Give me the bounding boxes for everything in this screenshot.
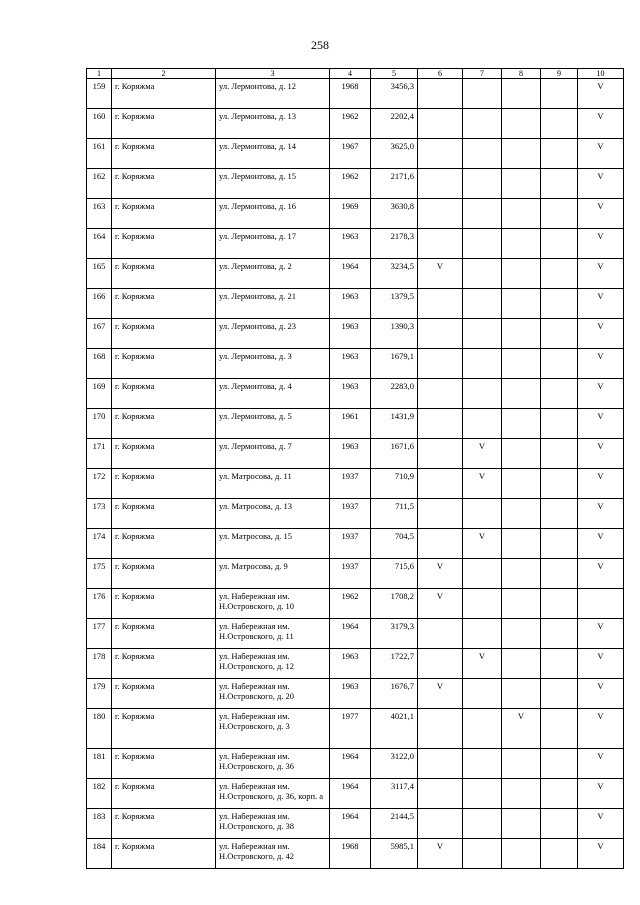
table-row [87,319,624,349]
row-number: 180 [87,709,112,749]
year-built-cell: 1937 [330,499,371,529]
mark-cell-col10: V [578,559,624,589]
area-cell: 1390,3 [371,319,418,349]
city-cell: г. Коряжма [112,619,216,649]
address-cell: ул. Набережная им. Н.Островского, д. 42 [216,839,330,869]
mark-cell-col8 [502,259,541,289]
mark-cell-col8 [502,139,541,169]
year-built-cell: 1962 [330,169,371,199]
mark-cell-col7 [463,169,502,199]
address-cell: ул. Лермонтова, д. 3 [216,349,330,379]
mark-cell-col9 [541,529,578,559]
address-cell: ул. Набережная им. Н.Островского, д. 10 [216,589,330,619]
mark-cell-col7 [463,839,502,869]
row-number: 168 [87,349,112,379]
area-cell: 1379,5 [371,289,418,319]
year-built-cell: 1937 [330,469,371,499]
year-built-cell: 1963 [330,439,371,469]
mark-cell-col10: V [578,229,624,259]
row-number: 166 [87,289,112,319]
mark-cell-col8 [502,649,541,679]
table-row [87,79,624,109]
mark-cell-col6 [418,749,463,779]
mark-cell-col7 [463,409,502,439]
mark-cell-col8: V [502,709,541,749]
mark-cell-col10: V [578,139,624,169]
city-cell: г. Коряжма [112,469,216,499]
address-cell: ул. Лермонтова, д. 21 [216,289,330,319]
address-cell: ул. Набережная им. Н.Островского, д. 36, корп. а [216,779,330,809]
mark-cell-col7 [463,589,502,619]
table-row [87,109,624,139]
mark-cell-col7 [463,79,502,109]
city-cell: г. Коряжма [112,559,216,589]
address-cell: ул. Лермонтова, д. 5 [216,409,330,439]
mark-cell-col6 [418,779,463,809]
area-cell: 3117,4 [371,779,418,809]
mark-cell-col9 [541,289,578,319]
mark-cell-col9 [541,649,578,679]
mark-cell-col7: V [463,469,502,499]
year-built-cell: 1967 [330,139,371,169]
mark-cell-col6 [418,169,463,199]
area-cell: 3122,0 [371,749,418,779]
mark-cell-col9 [541,469,578,499]
mark-cell-col10: V [578,749,624,779]
table-row [87,679,624,709]
area-cell: 1671,6 [371,439,418,469]
mark-cell-col8 [502,839,541,869]
year-built-cell: 1962 [330,109,371,139]
mark-cell-col10: V [578,619,624,649]
city-cell: г. Коряжма [112,809,216,839]
year-built-cell: 1962 [330,589,371,619]
mark-cell-col7 [463,809,502,839]
column-number-row [87,69,624,79]
table-row [87,409,624,439]
year-built-cell: 1964 [330,619,371,649]
area-cell: 2202,4 [371,109,418,139]
row-number: 172 [87,469,112,499]
table-row [87,619,624,649]
table-row [87,589,624,619]
area-cell: 2283,0 [371,379,418,409]
column-number: 10 [578,69,624,79]
address-cell: ул. Набережная им. Н.Островского, д. 11 [216,619,330,649]
row-number: 159 [87,79,112,109]
city-cell: г. Коряжма [112,709,216,749]
table-row [87,809,624,839]
mark-cell-col7 [463,139,502,169]
mark-cell-col8 [502,589,541,619]
mark-cell-col8 [502,379,541,409]
area-cell: 3179,3 [371,619,418,649]
mark-cell-col6 [418,409,463,439]
mark-cell-col6 [418,499,463,529]
area-cell: 4021,1 [371,709,418,749]
table-row [87,139,624,169]
mark-cell-col6 [418,139,463,169]
year-built-cell: 1937 [330,529,371,559]
row-number: 182 [87,779,112,809]
mark-cell-col10: V [578,709,624,749]
row-number: 183 [87,809,112,839]
mark-cell-col7 [463,779,502,809]
mark-cell-col8 [502,469,541,499]
area-cell: 704,5 [371,529,418,559]
mark-cell-col6: V [418,559,463,589]
city-cell: г. Коряжма [112,779,216,809]
address-cell: ул. Набережная им. Н.Островского, д. 36 [216,749,330,779]
year-built-cell: 1937 [330,559,371,589]
address-cell: ул. Матросова, д. 15 [216,529,330,559]
table-row [87,229,624,259]
table-row [87,199,624,229]
year-built-cell: 1963 [330,289,371,319]
column-number: 1 [87,69,112,79]
mark-cell-col9 [541,679,578,709]
mark-cell-col7 [463,259,502,289]
mark-cell-col6 [418,649,463,679]
mark-cell-col7 [463,349,502,379]
city-cell: г. Коряжма [112,839,216,869]
address-cell: ул. Лермонтова, д. 13 [216,109,330,139]
year-built-cell: 1963 [330,649,371,679]
city-cell: г. Коряжма [112,259,216,289]
row-number: 174 [87,529,112,559]
mark-cell-col8 [502,559,541,589]
housing-registry-table [86,68,624,869]
mark-cell-col10: V [578,499,624,529]
mark-cell-col8 [502,619,541,649]
mark-cell-col9 [541,619,578,649]
mark-cell-col10: V [578,289,624,319]
row-number: 162 [87,169,112,199]
mark-cell-col8 [502,679,541,709]
city-cell: г. Коряжма [112,409,216,439]
address-cell: ул. Набережная им. Н.Островского, д. 12 [216,649,330,679]
area-cell: 711,5 [371,499,418,529]
row-number: 161 [87,139,112,169]
area-cell: 2144,5 [371,809,418,839]
column-number: 7 [463,69,502,79]
mark-cell-col6 [418,79,463,109]
mark-cell-col8 [502,109,541,139]
mark-cell-col10: V [578,199,624,229]
mark-cell-col7 [463,289,502,319]
table-row [87,259,624,289]
mark-cell-col7 [463,109,502,139]
city-cell: г. Коряжма [112,679,216,709]
city-cell: г. Коряжма [112,529,216,559]
table-row [87,649,624,679]
area-cell: 1708,2 [371,589,418,619]
mark-cell-col6 [418,619,463,649]
area-cell: 715,6 [371,559,418,589]
row-number: 163 [87,199,112,229]
mark-cell-col9 [541,139,578,169]
table-row [87,469,624,499]
mark-cell-col8 [502,749,541,779]
mark-cell-col9 [541,319,578,349]
address-cell: ул. Матросова, д. 13 [216,499,330,529]
area-cell: 2178,3 [371,229,418,259]
address-cell: ул. Лермонтова, д. 4 [216,379,330,409]
area-cell: 2171,6 [371,169,418,199]
mark-cell-col10: V [578,379,624,409]
row-number: 179 [87,679,112,709]
mark-cell-col7 [463,679,502,709]
mark-cell-col6 [418,439,463,469]
mark-cell-col8 [502,289,541,319]
column-number: 3 [216,69,330,79]
column-number: 6 [418,69,463,79]
mark-cell-col8 [502,439,541,469]
mark-cell-col8 [502,199,541,229]
mark-cell-col8 [502,809,541,839]
mark-cell-col7 [463,709,502,749]
mark-cell-col9 [541,259,578,289]
column-number: 5 [371,69,418,79]
mark-cell-col8 [502,409,541,439]
mark-cell-col6 [418,199,463,229]
city-cell: г. Коряжма [112,349,216,379]
address-cell: ул. Набережная им. Н.Островского, д. 3 [216,709,330,749]
area-cell: 1679,1 [371,349,418,379]
mark-cell-col9 [541,199,578,229]
address-cell: ул. Лермонтова, д. 14 [216,139,330,169]
row-number: 175 [87,559,112,589]
mark-cell-col6 [418,349,463,379]
table-row [87,349,624,379]
address-cell: ул. Лермонтова, д. 17 [216,229,330,259]
mark-cell-col8 [502,349,541,379]
mark-cell-col10: V [578,409,624,439]
mark-cell-col6 [418,319,463,349]
row-number: 170 [87,409,112,439]
mark-cell-col6: V [418,589,463,619]
row-number: 164 [87,229,112,259]
table-row [87,379,624,409]
mark-cell-col7 [463,379,502,409]
city-cell: г. Коряжма [112,169,216,199]
year-built-cell: 1977 [330,709,371,749]
table-row [87,439,624,469]
address-cell: ул. Набережная им. Н.Островского, д. 20 [216,679,330,709]
mark-cell-col9 [541,169,578,199]
mark-cell-col7 [463,749,502,779]
mark-cell-col6 [418,469,463,499]
mark-cell-col7 [463,319,502,349]
table-row [87,749,624,779]
table-row [87,709,624,749]
year-built-cell: 1964 [330,259,371,289]
area-cell: 1722,7 [371,649,418,679]
mark-cell-col10 [578,589,624,619]
year-built-cell: 1963 [330,349,371,379]
mark-cell-col10: V [578,679,624,709]
address-cell: ул. Лермонтова, д. 7 [216,439,330,469]
city-cell: г. Коряжма [112,749,216,779]
mark-cell-col7 [463,499,502,529]
page-number: 258 [311,38,329,52]
address-cell: ул. Лермонтова, д. 2 [216,259,330,289]
mark-cell-col10: V [578,349,624,379]
table-row [87,779,624,809]
mark-cell-col8 [502,319,541,349]
address-cell: ул. Лермонтова, д. 23 [216,319,330,349]
mark-cell-col7 [463,619,502,649]
mark-cell-col9 [541,589,578,619]
address-cell: ул. Лермонтова, д. 15 [216,169,330,199]
table-row [87,839,624,869]
mark-cell-col7: V [463,529,502,559]
city-cell: г. Коряжма [112,439,216,469]
area-cell: 3234,5 [371,259,418,289]
mark-cell-col8 [502,779,541,809]
mark-cell-col10: V [578,839,624,869]
city-cell: г. Коряжма [112,139,216,169]
mark-cell-col6: V [418,259,463,289]
area-cell: 1676,7 [371,679,418,709]
mark-cell-col10: V [578,169,624,199]
row-number: 184 [87,839,112,869]
mark-cell-col6 [418,229,463,259]
mark-cell-col6: V [418,679,463,709]
mark-cell-col10: V [578,649,624,679]
mark-cell-col9 [541,709,578,749]
mark-cell-col6: V [418,839,463,869]
area-cell: 3630,8 [371,199,418,229]
area-cell: 710,9 [371,469,418,499]
city-cell: г. Коряжма [112,319,216,349]
column-number: 4 [330,69,371,79]
row-number: 181 [87,749,112,779]
mark-cell-col10: V [578,79,624,109]
year-built-cell: 1964 [330,779,371,809]
year-built-cell: 1964 [330,749,371,779]
column-number: 2 [112,69,216,79]
mark-cell-col9 [541,559,578,589]
mark-cell-col9 [541,809,578,839]
mark-cell-col8 [502,79,541,109]
mark-cell-col9 [541,779,578,809]
mark-cell-col7: V [463,439,502,469]
mark-cell-col6 [418,709,463,749]
mark-cell-col6 [418,289,463,319]
year-built-cell: 1968 [330,79,371,109]
mark-cell-col10: V [578,809,624,839]
row-number: 160 [87,109,112,139]
address-cell: ул. Набережная им. Н.Островского, д. 38 [216,809,330,839]
table-row [87,559,624,589]
mark-cell-col9 [541,749,578,779]
city-cell: г. Коряжма [112,589,216,619]
table-row [87,289,624,319]
area-cell: 5985,1 [371,839,418,869]
mark-cell-col6 [418,109,463,139]
mark-cell-col9 [541,229,578,259]
mark-cell-col10: V [578,319,624,349]
mark-cell-col6 [418,379,463,409]
mark-cell-col10: V [578,529,624,559]
column-number: 8 [502,69,541,79]
mark-cell-col9 [541,349,578,379]
table-row [87,169,624,199]
mark-cell-col7 [463,199,502,229]
mark-cell-col10: V [578,779,624,809]
year-built-cell: 1969 [330,199,371,229]
year-built-cell: 1963 [330,229,371,259]
mark-cell-col9 [541,379,578,409]
mark-cell-col10: V [578,259,624,289]
city-cell: г. Коряжма [112,499,216,529]
row-number: 169 [87,379,112,409]
area-cell: 1431,9 [371,409,418,439]
row-number: 167 [87,319,112,349]
city-cell: г. Коряжма [112,289,216,319]
year-built-cell: 1963 [330,379,371,409]
mark-cell-col9 [541,439,578,469]
row-number: 176 [87,589,112,619]
mark-cell-col6 [418,529,463,559]
address-cell: ул. Матросова, д. 9 [216,559,330,589]
year-built-cell: 1963 [330,679,371,709]
address-cell: ул. Матросова, д. 11 [216,469,330,499]
mark-cell-col7 [463,559,502,589]
city-cell: г. Коряжма [112,229,216,259]
city-cell: г. Коряжма [112,199,216,229]
mark-cell-col10: V [578,469,624,499]
city-cell: г. Коряжма [112,379,216,409]
row-number: 165 [87,259,112,289]
mark-cell-col9 [541,409,578,439]
row-number: 178 [87,649,112,679]
address-cell: ул. Лермонтова, д. 12 [216,79,330,109]
area-cell: 3625,0 [371,139,418,169]
mark-cell-col9 [541,839,578,869]
mark-cell-col6 [418,809,463,839]
mark-cell-col7: V [463,649,502,679]
row-number: 173 [87,499,112,529]
mark-cell-col8 [502,229,541,259]
mark-cell-col8 [502,529,541,559]
year-built-cell: 1961 [330,409,371,439]
row-number: 171 [87,439,112,469]
mark-cell-col7 [463,229,502,259]
table-row [87,499,624,529]
year-built-cell: 1963 [330,319,371,349]
mark-cell-col9 [541,499,578,529]
mark-cell-col9 [541,79,578,109]
table-row [87,529,624,559]
year-built-cell: 1968 [330,839,371,869]
city-cell: г. Коряжма [112,109,216,139]
year-built-cell: 1964 [330,809,371,839]
city-cell: г. Коряжма [112,79,216,109]
address-cell: ул. Лермонтова, д. 16 [216,199,330,229]
mark-cell-col8 [502,169,541,199]
mark-cell-col8 [502,499,541,529]
area-cell: 3456,3 [371,79,418,109]
mark-cell-col10: V [578,439,624,469]
mark-cell-col9 [541,109,578,139]
column-number: 9 [541,69,578,79]
mark-cell-col10: V [578,109,624,139]
row-number: 177 [87,619,112,649]
city-cell: г. Коряжма [112,649,216,679]
